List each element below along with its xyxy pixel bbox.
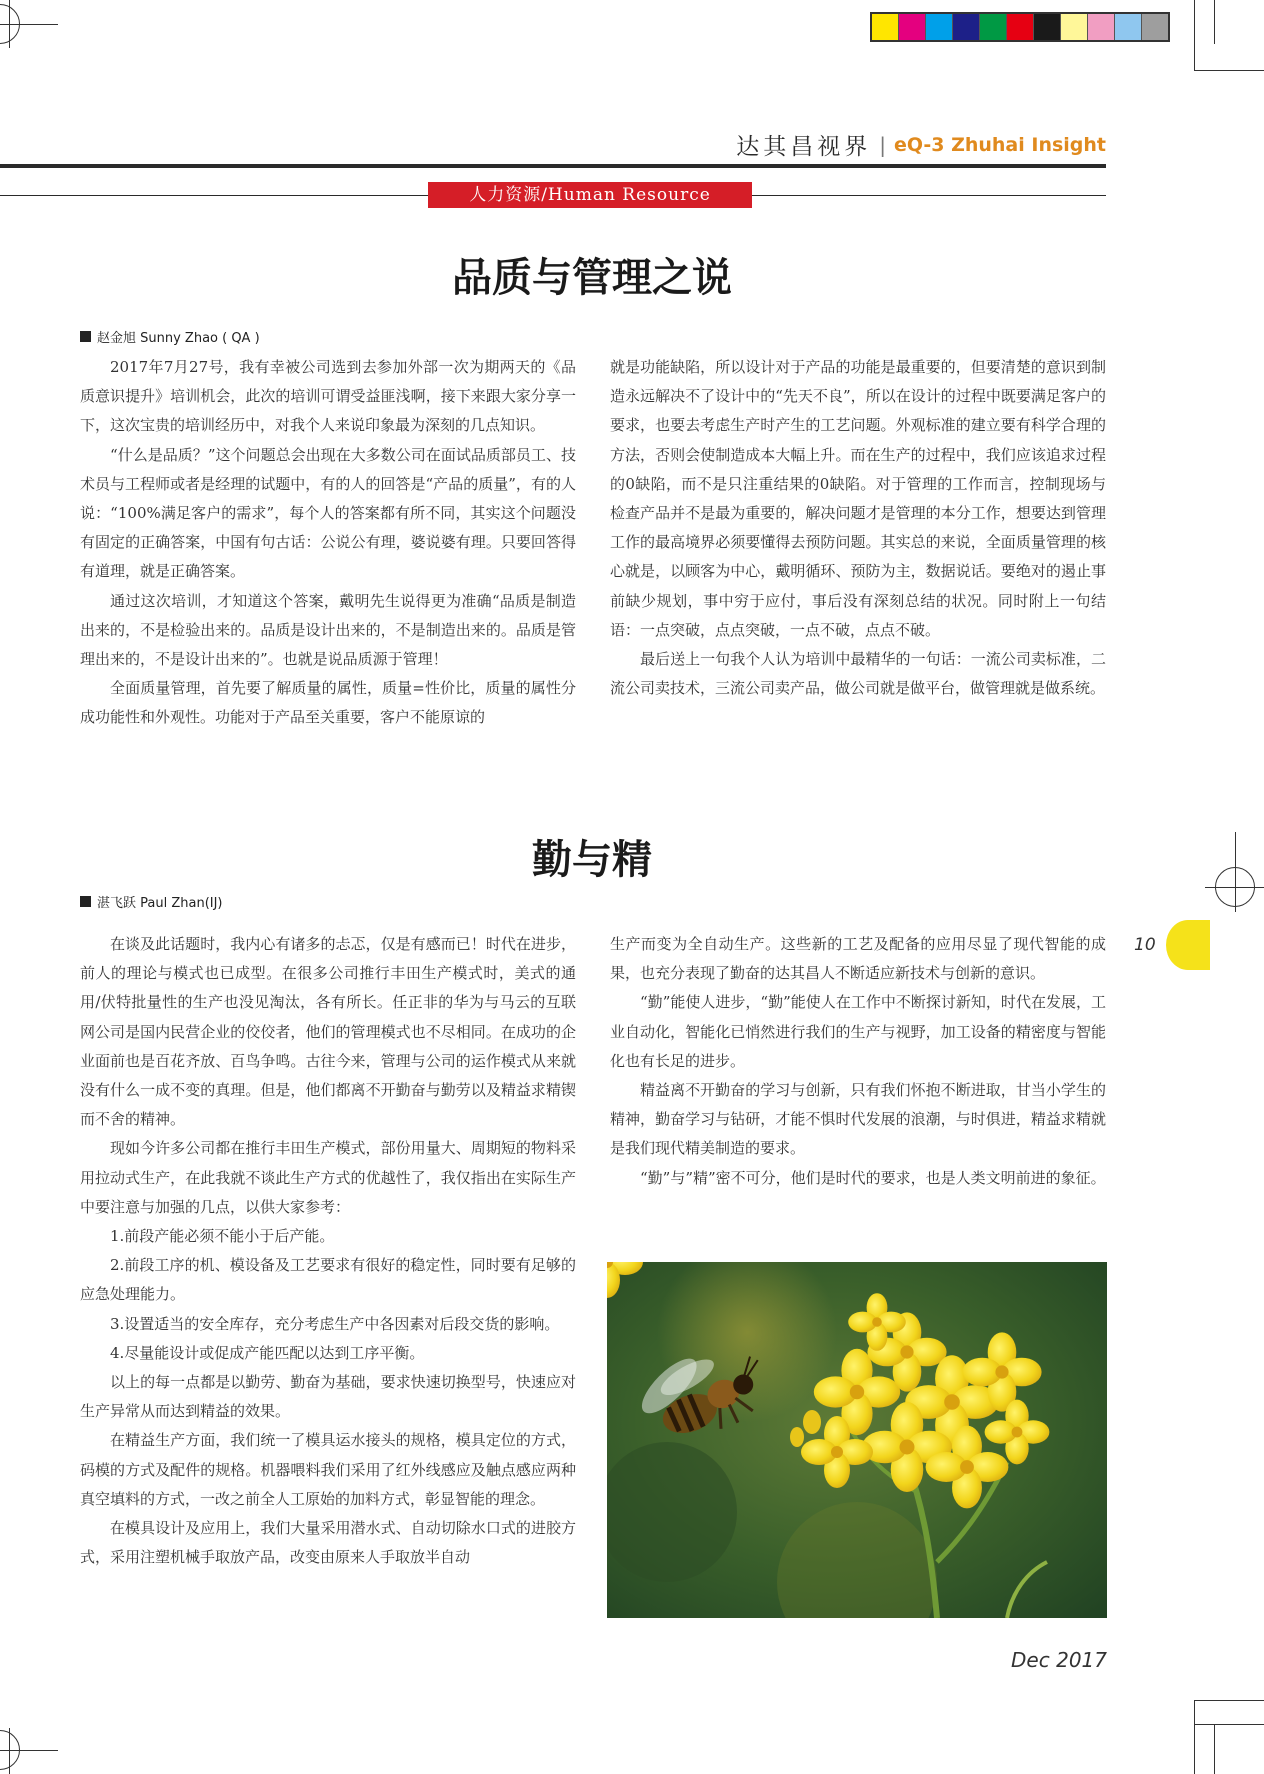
color-swatch: [1088, 14, 1115, 40]
issue-date: Dec 2017: [1011, 1648, 1107, 1672]
list-item: 4.尽量能设计或促成产能匹配以达到工序平衡。: [110, 1343, 425, 1362]
color-swatch: [1115, 14, 1142, 40]
paragraph: 通过这次培训，才知道这个答案，戴明先生说得更为准确“品质是制造出来的，不是检验出来的。品质是设计出来的，不是制造出来的。品质是管理出来的，不是设计出来的”。也就是说品质源于管理！: [80, 591, 576, 669]
author-name: 湛飞跃 Paul Zhan(IJ): [97, 896, 223, 911]
color-swatch: [899, 14, 926, 40]
paragraph: 全面质量管理，首先要了解质量的属性，质量=性价比，质量的属性分成功能性和外观性。功能对于产品至关重要，客户不能原谅的: [80, 679, 576, 727]
paragraph: 在谈及此话题时，我内心有诸多的忐忑，仅是有感而已！时代在进步，前人的理论与模式也已成型。在很多公司推行丰田生产模式时，美式的通用/伏特批量性的生产也没见淘汰，各有所长。任正非的华为与马云的互联网公司是国内民营企业的佼佼者，他们的管理模式也不尽相同。在成功的企业面前也是百花齐放、百鸟争鸣。古往今来，管理与公司的运作模式从来就没有什么一成不变的真理。但是，他们都离不开勤奋与勤劳以及精益求精锲而不舍的精神。: [80, 935, 576, 1129]
paragraph: 生产而变为全自动生产。这些新的工艺及配备的应用尽显了现代智能的成果，也充分表现了勤奋的达其昌人不断适应新技术与创新的意识。: [610, 935, 1106, 983]
color-swatch: [1034, 14, 1061, 40]
article-2-right-column: [610, 930, 1106, 1193]
page-tab-marker: [1166, 920, 1210, 970]
bee-on-yellow-flower-photo: [607, 1262, 1107, 1618]
paragraph: 精益离不开勤奋的学习与创新，只有我们怀抱不断进取，甘当小学生的精神，勤奋学习与钻研，才能不惧时代发展的浪潮，与时俱进，精益求精就是我们现代精美制造的要求。: [610, 1081, 1106, 1158]
article-1-left-column: [80, 353, 576, 733]
list-item: 1.前段产能必须不能小于后产能。: [110, 1227, 335, 1246]
brand-chinese: 达其昌视界: [736, 134, 872, 160]
color-swatch: [1142, 14, 1168, 40]
section-tag: 人力资源/Human Resource: [428, 182, 752, 208]
paragraph: 在精益生产方面，我们统一了模具运水接头的规格，模具定位的方式，码模的方式及配件的规格。机器喂料我们采用了红外线感应及触点感应两种真空填料的方式，一改之前全人工原始的加料方式，彰显智能的理念。: [80, 1431, 576, 1508]
paragraph: 以上的每一点都是以勤劳、勤奋为基础，要求快速切换型号，快速应对生产异常从而达到精益的效果。: [80, 1373, 576, 1421]
brand-english: eQ-3 Zhuhai Insight: [893, 133, 1106, 156]
color-swatch: [980, 14, 1007, 40]
byline-square-icon: [80, 331, 91, 342]
byline-article-2: [80, 892, 223, 911]
byline-square-icon: [80, 896, 91, 907]
paragraph: 就是功能缺陷，所以设计对于产品的功能是最重要的，但要清楚的意识到制造永远解决不了设计中的“先天不良”，所以在设计的过程中既要满足客户的要求，也要去考虑生产时产生的工艺问题。外观标准的建立要有科学合理的方法，否则会使制造成本大幅上升。而在生产的过程中，我们应该追求过程的0缺陷，而不是只注重结果的0缺陷。对于管理的工作而言，控制现场与检查产品并不是最为重要的，解决问题才是管理的本分工作，想要达到管理工作的最高境界必须要懂得去预防问题。其实总的来说，全面质量管理的核心就是，以顾客为中心，戴明循环、预防为主，数据说话。要绝对的遏止事前缺少规划，事中穷于应付，事后没有深刻总结的状况。同时附上一句结语：一点突破，点点突破，一点不破，点点不破。: [610, 358, 1106, 639]
article-title-diligence: 勤与精: [532, 836, 652, 883]
print-color-bar: [870, 12, 1170, 42]
page-number: 10: [1134, 935, 1156, 955]
color-swatch: [1007, 14, 1034, 40]
paragraph: 在模具设计及应用上，我们大量采用潜水式、自动切除水口式的进胶方式，采用注塑机械手取放产品，改变由原来人手取放半自动: [80, 1519, 576, 1567]
color-swatch: [953, 14, 980, 40]
article-1-right-column: [610, 353, 1106, 703]
list-item: 3.设置适当的安全库存，充分考虑生产中各因素对后段交货的影响。: [110, 1314, 560, 1333]
color-swatch: [1061, 14, 1088, 40]
article-2-left-column: [80, 930, 576, 1572]
paragraph: “勤”与”精”密不可分，他们是时代的要求，也是人类文明前进的象征。: [640, 1168, 1106, 1187]
paragraph: 现如今许多公司都在推行丰田生产模式，部份用量大、周期短的物料采用拉动式生产，在此我就不谈此生产方式的优越性了，我仅指出在实际生产中要注意与加强的几点，以供大家参考：: [80, 1139, 576, 1216]
brand-separator: |: [879, 132, 886, 157]
article-title-quality: 品质与管理之说: [452, 254, 732, 301]
list-item: 2.前段工序的机、模设备及工艺要求有很好的稳定性，同时要有足够的应急处理能力。: [80, 1256, 576, 1304]
magazine-brand: [736, 128, 1106, 161]
author-name: 赵金旭 Sunny Zhao ( QA ): [97, 331, 260, 346]
color-swatch: [926, 14, 953, 40]
paragraph: “什么是品质？”这个问题总会出现在大多数公司在面试品质部员工、技术员与工程师或者是经理的试题中，有的人的回答是“产品的质量”，有的人说：“100%满足客户的需求”，每个人的答案都有所不同，其实这个问题没有固定的正确答案，中国有句古话：公说公有理，婆说婆有理。只要回答得有道理，就是正确答案。: [80, 445, 576, 581]
header-rule: [0, 164, 1106, 168]
paragraph: 2017年7月27号，我有幸被公司选到去参加外部一次为期两天的《品质意识提升》培训机会，此次的培训可谓受益匪浅啊，接下来跟大家分享一下，这次宝贵的培训经历中，对我个人来说印象最为深刻的几点知识。: [80, 358, 576, 435]
byline-article-1: [80, 327, 260, 346]
color-swatch: [872, 14, 899, 40]
paragraph: “勤”能使人进步，“勤”能使人在工作中不断探讨新知，时代在发展，工业自动化，智能化已悄然进行我们的生产与视野，加工设备的精密度与智能化也有长足的进步。: [610, 993, 1106, 1070]
paragraph: 最后送上一句我个人认为培训中最精华的一句话：一流公司卖标准，二流公司卖技术，三流公司卖产品，做公司就是做平台，做管理就是做系统。: [610, 650, 1106, 698]
